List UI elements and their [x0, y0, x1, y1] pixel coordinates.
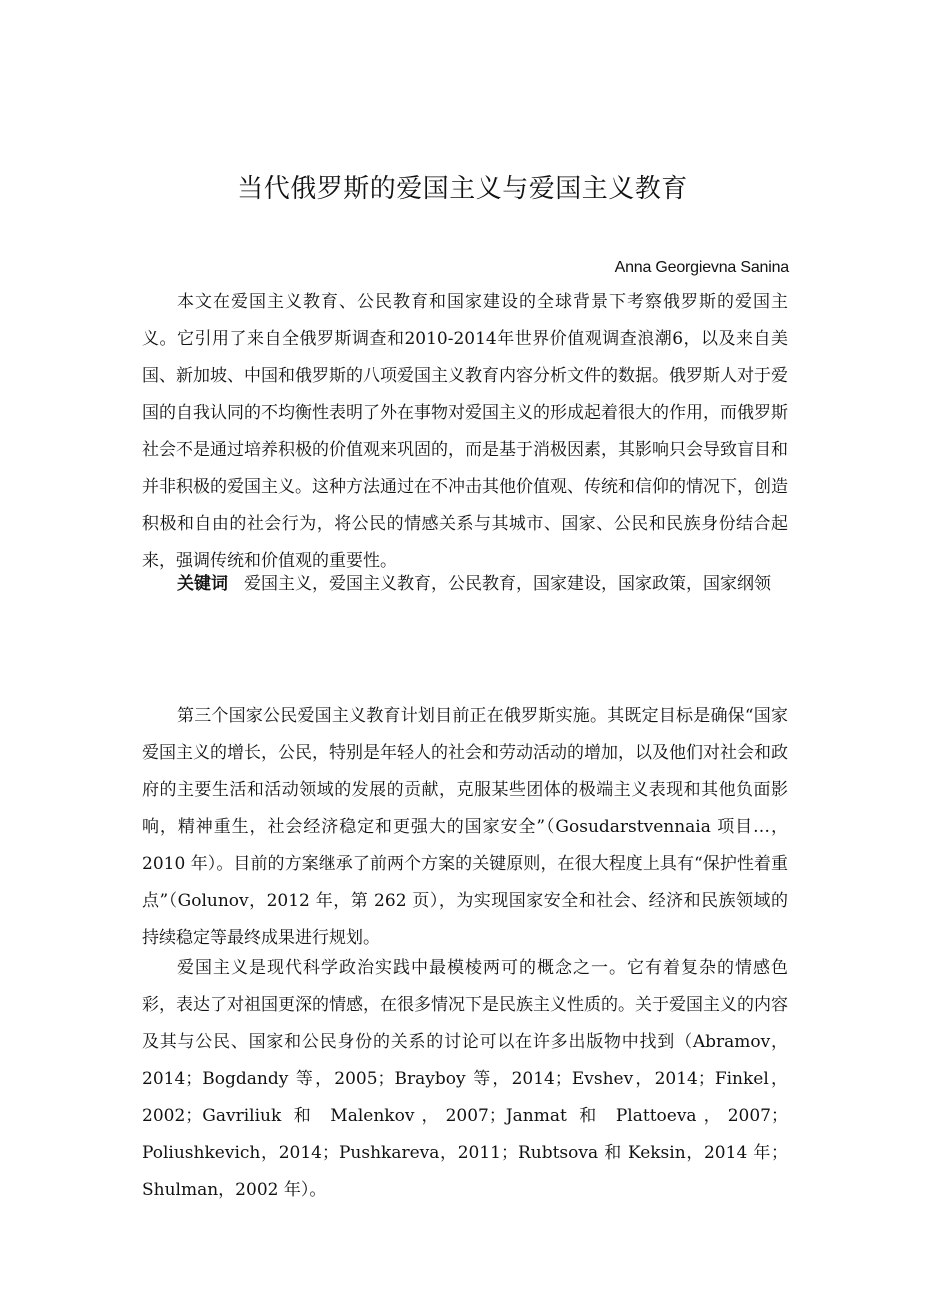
keywords-label: 关键词	[177, 574, 228, 594]
body-paragraph-2: 爱国主义是现代科学政治实践中最模棱两可的概念之一。它有着复杂的情感色彩，表达了对祖国更深的情感，在很多情况下是民族主义性质的。关于爱国主义的内容及其与公民、国家和公民身份的关系的讨论可以在许多出版物中找到（Abramov，2014；Bogdandy 等，2005；Brayboy 等，2014；Evshev，2014；Finkel，2002；Gavriliuk 和 Malenkov，2007；Janmat 和 Plattoeva，2007；Poliushkevich，2014；Pushkareva，2011；Rubtsova 和 Keksin，2014 年；Shulman，2002 年）。	[142, 958, 788, 1200]
author-name: Anna Georgievna Sanina	[614, 259, 789, 276]
keywords-text: 爱国主义，爱国主义教育，公民教育，国家建设，国家政策，国家纲领	[244, 574, 771, 594]
paper-title: 当代俄罗斯的爱国主义与爱国主义教育	[237, 174, 688, 204]
abstract-paragraph: 本文在爱国主义教育、公民教育和国家建设的全球背景下考察俄罗斯的爱国主义。它引用了来自全俄罗斯调查和2010-2014年世界价值观调查浪潮6，以及来自美国、新加坡、中国和俄罗斯的八项爱国主义教育内容分析文件的数据。俄罗斯人对于爱国的自我认同的不均衡性表明了外在事物对爱国主义的形成起着很大的作用，而俄罗斯社会不是通过培养积极的价值观来巩固的，而是基于消极因素，其影响只会导致盲目和并非积极的爱国主义。这种方法通过在不冲击其他价值观、传统和信仰的情况下，创造积极和自由的社会行为，将公民的情感关系与其城市、国家、公民和民族身份结合起来，强调传统和价值观的重要性。	[142, 292, 788, 571]
keywords-line	[142, 571, 788, 597]
body-paragraph-1: 第三个国家公民爱国主义教育计划目前正在俄罗斯实施。其既定目标是确保“国家爱国主义的增长，公民，特别是年轻人的社会和劳动活动的增加，以及他们对社会和政府的主要生活和活动领域的发展的贡献，克服某些团体的极端主义表现和其他负面影响，精神重生，社会经济稳定和更强大的国家安全”（Gosudarstvennaia 项目…，2010 年）。目前的方案继承了前两个方案的关键原则，在很大程度上具有“保护性着重点”（Golunov，2012 年，第 262 页），为实现国家安全和社会、经济和民族领域的持续稳定等最终成果进行规划。	[142, 706, 788, 948]
